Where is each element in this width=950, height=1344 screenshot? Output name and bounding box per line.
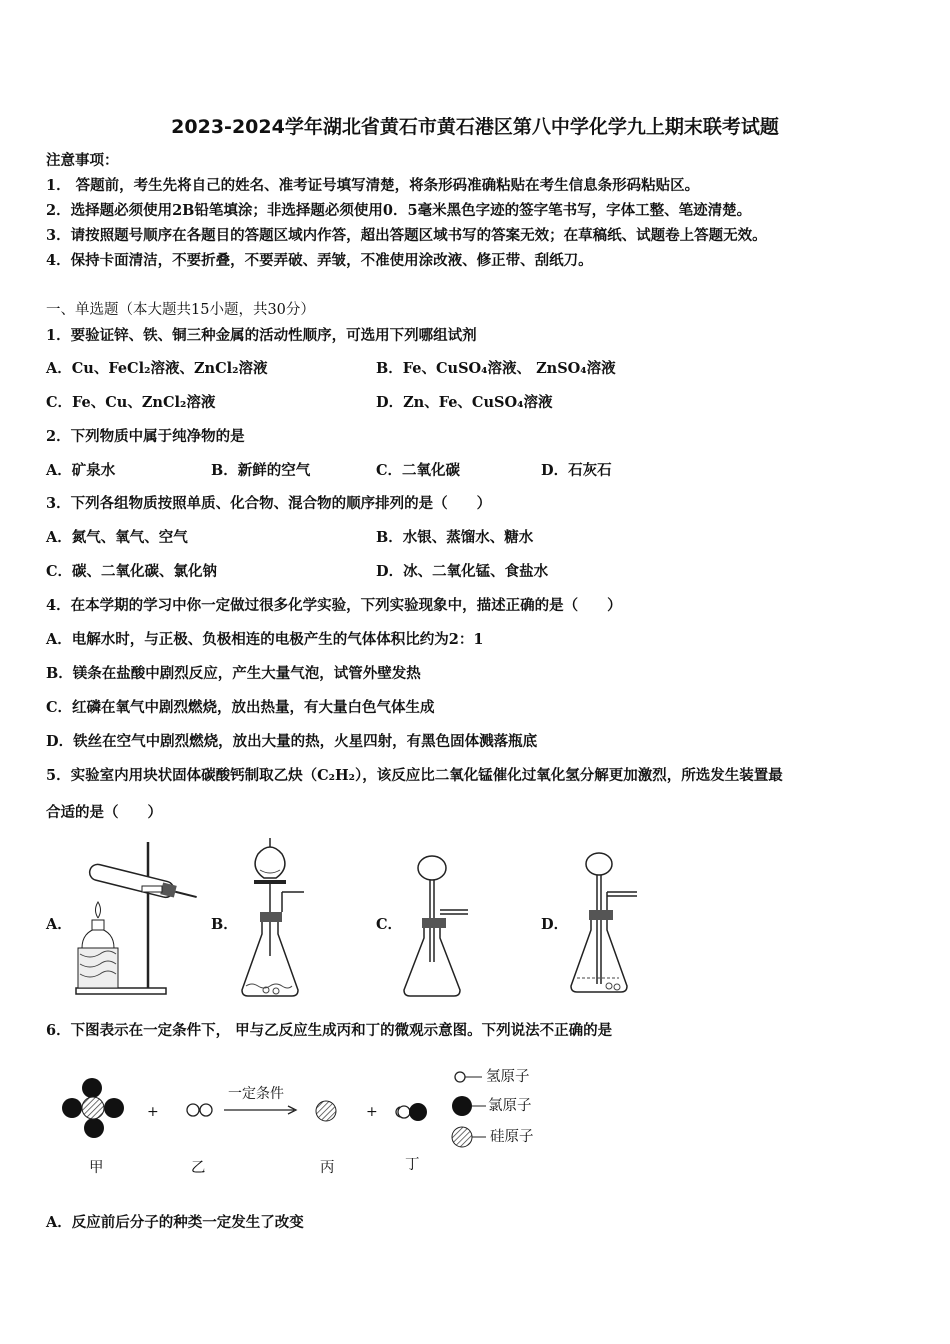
page-title: 2023-2024学年湖北省黄石市黄石港区第八中学化学九上期末联考试题 [171,116,779,138]
notice-item: 1． 答题前，考生先将自己的姓名、准考证号填写清楚，将条形码准确粘贴在考生信息条形码粘贴区。 [46,177,700,194]
q4-option-d: D．铁丝在空气中剧烈燃烧，放出大量的热，火星四射，有黑色固体溅落瓶底 [46,733,538,750]
q4-option-c: C．红磷在氧气中剧烈燃烧，放出热量，有大量白色气体生成 [46,699,435,716]
legend-hydrogen: 氢原子 [486,1069,530,1085]
q2-option-a: A．矿泉水 [46,462,116,479]
label-bing: 丙 [320,1160,335,1176]
molecule-bing [316,1101,336,1121]
section-heading: 一、单选题（本大题共15小题，共30分） [46,302,315,318]
label-jia: 甲 [89,1160,104,1176]
q6-option-a: A．反应前后分子的种类一定发生了改变 [46,1214,304,1231]
apparatus-c-thistle-funnel-flask [398,852,478,1000]
apparatus-b-separatory-funnel-flask [232,836,312,1000]
legend-chlorine: 氯原子 [488,1098,532,1114]
q1-option-b: B．Fe、CuSO₄溶液、 ZnSO₄溶液 [376,360,616,377]
q4-option-a: A．电解水时，与正极、负极相连的电极产生的气体体积比约为2：1 [46,631,484,648]
apparatus-a-heating-tube [66,838,206,998]
q3-option-c: C．碳、二氧化碳、氯化钠 [46,563,218,580]
notice-heading: 注意事项： [46,152,119,169]
q5-stem-cont: 合适的是（ ） [46,804,162,821]
q5-stem: 5．实验室内用块状固体碳酸钙制取乙炔（C₂H₂），该反应比二氧化锰催化过氧化氢分解更加激烈，所选发生装置最 [46,767,783,784]
q1-stem: 1．要验证锌、铁、铜三种金属的活动性顺序，可选用下列哪组试剂 [46,327,477,344]
silicon-atom-icon [452,1127,472,1147]
q3-stem: 3．下列各组物质按照单质、化合物、混合物的顺序排列的是（ ） [46,495,492,512]
label-ding: 丁 [405,1157,420,1173]
q4-option-b: B．镁条在盐酸中剧烈反应，产生大量气泡，试管外壁发热 [46,665,421,682]
q1-option-c: C．Fe、Cu、ZnCl₂溶液 [46,394,216,411]
q6-stem: 6．下图表示在一定条件下， 甲与乙反应生成丙和丁的微观示意图。下列说法不正确的是 [46,1022,613,1039]
plus-sign: + [366,1104,378,1120]
q2-stem: 2．下列物质中属于纯净物的是 [46,428,245,445]
q3-option-a: A．氮气、氧气、空气 [46,529,188,546]
q5-label-d: D． [541,916,569,933]
chlorine-atom-icon [452,1096,472,1116]
label-yi: 乙 [191,1160,206,1176]
q2-option-d: D．石灰石 [541,462,612,479]
notice-item: 3．请按照题号顺序在各题目的答题区域内作答，超出答题区域书写的答案无效；在草稿纸、试题卷上答题无效。 [46,227,767,244]
q2-option-b: B．新鲜的空气 [211,462,311,479]
q6-reaction-diagram [60,1070,400,1140]
q5-label-a: A． [46,916,72,933]
molecule-ding-atoms [396,1100,436,1126]
apparatus-d-thistle-funnel-liquid [565,848,645,1000]
q2-option-c: C．二氧化碳 [376,462,461,479]
q1-option-d: D．Zn、Fe、CuSO₄溶液 [376,394,553,411]
q6-legend-symbols [450,1066,490,1152]
notice-item: 4．保持卡面清洁，不要折叠，不要弄破、弄皱，不准使用涂改液、修正带、刮纸刀。 [46,252,593,269]
reaction-condition: 一定条件 [228,1086,284,1102]
q5-label-c: C． [376,916,403,933]
q3-option-d: D．冰、二氧化锰、食盐水 [376,563,549,580]
legend-silicon: 硅原子 [490,1129,534,1145]
q3-option-b: B．水银、蒸馏水、糖水 [376,529,534,546]
q5-label-b: B． [211,916,238,933]
q1-option-a: A．Cu、FeCl₂溶液、ZnCl₂溶液 [46,360,268,377]
plus-sign: + [147,1104,159,1120]
molecule-yi [187,1104,212,1116]
q4-stem: 4．在本学期的学习中你一定做过很多化学实验，下列实验现象中，描述正确的是（ ） [46,597,622,614]
molecule-jia [62,1078,124,1138]
hydrogen-atom-icon [455,1072,465,1082]
notice-item: 2．选择题必须使用2B铅笔填涂；非选择题必须使用0．5毫米黑色字迹的签字笔书写，字体工整、笔迹清楚。 [46,202,752,219]
